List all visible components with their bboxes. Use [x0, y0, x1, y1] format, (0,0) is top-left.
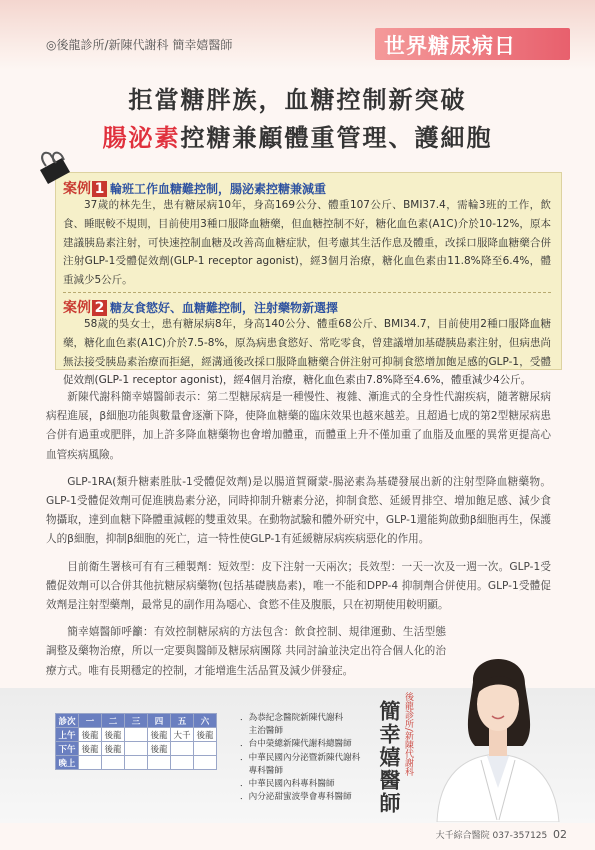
- doctor-title: 後龍診所/新陳代謝科: [403, 692, 413, 777]
- schedule-row-morning: [56, 728, 217, 742]
- schedule-cell: [194, 742, 217, 756]
- schedule-cell: [125, 742, 148, 756]
- schedule-row-evening: [56, 756, 217, 770]
- credential-item: 主治醫師: [240, 726, 283, 737]
- case-1-number: 1: [92, 181, 107, 197]
- footer-hospital-phone: 大千綜合醫院 037-357125: [435, 831, 548, 841]
- schedule-cell: 後龍: [148, 728, 171, 742]
- credential-item: ．為恭紀念醫院新陳代謝科: [240, 713, 344, 723]
- schedule-day: 六: [194, 714, 217, 728]
- schedule-cell: 後龍: [148, 742, 171, 756]
- clinic-line: ◎後龍診所/新陳代謝科 簡幸嬉醫師: [46, 38, 233, 52]
- clinic-schedule-table: [55, 713, 217, 770]
- case-2-title: 糖友食慾好、血糖難控制，注射藥物新選擇: [110, 301, 339, 315]
- schedule-cell: [171, 756, 194, 770]
- schedule-day: 五: [171, 714, 194, 728]
- credential-item: ．中華民國內科專科醫師: [240, 779, 335, 790]
- case-2-label: 案例: [63, 300, 91, 316]
- schedule-row-afternoon: [56, 742, 217, 756]
- headline-line2: [0, 118, 595, 153]
- schedule-cell: 後龍: [102, 742, 125, 756]
- schedule-cell: 大千: [171, 728, 194, 742]
- case-2-number: 2: [92, 300, 107, 316]
- case-2-header: [63, 297, 338, 317]
- schedule-corner: 診次: [56, 714, 79, 728]
- schedule-cell: [79, 756, 102, 770]
- credential-item: ．內分泌甜蜜波學會專科醫師: [240, 792, 352, 803]
- headline-rest: 控糖兼顧體重管理、護細胞: [180, 123, 493, 152]
- schedule-cell: [194, 756, 217, 770]
- case-divider: [63, 292, 551, 293]
- schedule-header-row: [56, 714, 217, 728]
- case-1-text: 37歲的林先生，患有糖尿病10年，身高169公分、體重107公斤、BMI37.4，需輪3班的工作，飲食、睡眠較不規則，目前使用3種口服降血糖藥，但血糖控制不好，糖化血色素(A1C)介於10-12%，原本建議胰島素注射，可快速控制血糖及改善高血糖症狀，但考慮其生活作息及體重，改採口服降血糖藥合併注射GLP-1受體促效劑(GLP-1 receptor agonist)，經3個月治療，糖化血色素由11.8%降至6.4%，體重減少5公斤。: [63, 199, 551, 287]
- schedule-cell: [125, 756, 148, 770]
- schedule-cell: [148, 756, 171, 770]
- headline-highlight: 腸泌素: [102, 123, 181, 152]
- paragraph-3: 目前衛生署核可有有三種製劑：短效型：皮下注射一天兩次；長效型：一天一次及一週一次。GLP-1受體促效劑可以合併其他抗糖尿病藥物(包括基礎胰島素)，唯一不能和DPP-4 抑制劑合併使用。GLP-1受體促效劑是注射型藥劑，最常見的副作用為噁心、食慾不佳及腹脹，只在初期使用較明顯。: [46, 560, 551, 612]
- paragraph-2: GLP-1RA(類升糖素胜肽-1受體促效劑)是以腸道賀爾蒙-腸泌素為基礎發展出新的注射型降血糖藥物。GLP-1受體促效劑可促進胰島素分泌，同時抑制升糖素分泌，抑制食慾、延緩胃排空、增加飽足感、減少食物攝取，達到血糖下降體重減輕的雙重效果。在動物試驗和體外研究中，GLP-1還能夠啟動β細胞再生，保護人的β細胞，抑制β細胞的死亡，這一特性使GLP-1有延緩糖尿病疾病惡化的作用。: [46, 475, 551, 546]
- schedule-cell: [171, 742, 194, 756]
- schedule-cell: 後龍: [194, 728, 217, 742]
- schedule-cell: 後龍: [79, 742, 102, 756]
- headline-line1: 拒當糖胖族，血糖控制新突破: [128, 85, 467, 114]
- schedule-day: 二: [102, 714, 125, 728]
- credential-item: ．中華民國內分泌暨新陳代謝科: [240, 752, 361, 763]
- schedule-cell: [125, 728, 148, 742]
- case-1-label: 案例: [63, 181, 91, 197]
- page-footer: [436, 828, 567, 841]
- case-1-header: [63, 178, 326, 198]
- credential-item: 專科醫師: [240, 765, 283, 776]
- credential-item: ．台中榮總新陳代謝科總醫師: [240, 739, 352, 750]
- schedule-cell: 後龍: [102, 728, 125, 742]
- schedule-row-label: 晚上: [56, 756, 79, 770]
- schedule-row-label: 下午: [56, 742, 79, 756]
- schedule-cell: 後龍: [79, 728, 102, 742]
- paragraph-4: 簡幸嬉醫師呼籲：有效控制糖尿病的方法包含：飲食控制、規律運動、生活型態調整及藥物治療，所以一定要與醫師及糖尿病團隊 共同討論並決定出符合個人化的治療方式。唯有長期穩定的控制，才能增進生活品質及減少併發症。: [46, 626, 446, 677]
- case-2-text: 58歲的吳女士，患有糖尿病8年，身高140公分、體重68公斤、BMI34.7，目前使用2種口服降血糖藥，糖化血色素(A1C)介於7.5-8%，原為病患食慾好、常吃零食，曾建議增加基礎胰島素注射，但病患尚無法接受胰島素治療而拒絕，經溝通後改採口服降血糖藥合併注射可抑制食慾增加飽足感的GLP-1，受體促效劑(GLP-1 receptor agonist)，經4個月治療，糖化血色素由7.8%降至4.6%，體重減少4公斤。: [63, 318, 551, 387]
- schedule-day: 四: [148, 714, 171, 728]
- doctor-name: 簡幸嬉醫師: [377, 700, 402, 815]
- doctor-credentials: [240, 712, 360, 804]
- schedule-day: 三: [125, 714, 148, 728]
- schedule-row-label: 上午: [56, 728, 79, 742]
- schedule-day: 一: [79, 714, 102, 728]
- page-number: 02: [553, 828, 567, 841]
- section-banner-text: 世界糖尿病日: [384, 34, 516, 58]
- schedule-cell: [102, 756, 125, 770]
- case-1-title: 輪班工作血糖難控制，腸泌素控糖兼減重: [110, 182, 327, 196]
- paragraph-1: 新陳代謝科簡幸嬉醫師表示：第二型糖尿病是一種慢性、複雜、漸進式的全身性代謝疾病，隨著糖尿病病程進展，β細胞功能與數量會逐漸下降，使降血糖藥的臨床效果也越來越差。且超過七成的第2型糖尿病患合併有過重或肥胖，加上許多降血糖藥物也會增加體重，而體重上升不僅加重了血脂及血壓的異常更提高心血管疾病風險。: [46, 391, 551, 461]
- doctor-portrait-icon: [425, 642, 570, 822]
